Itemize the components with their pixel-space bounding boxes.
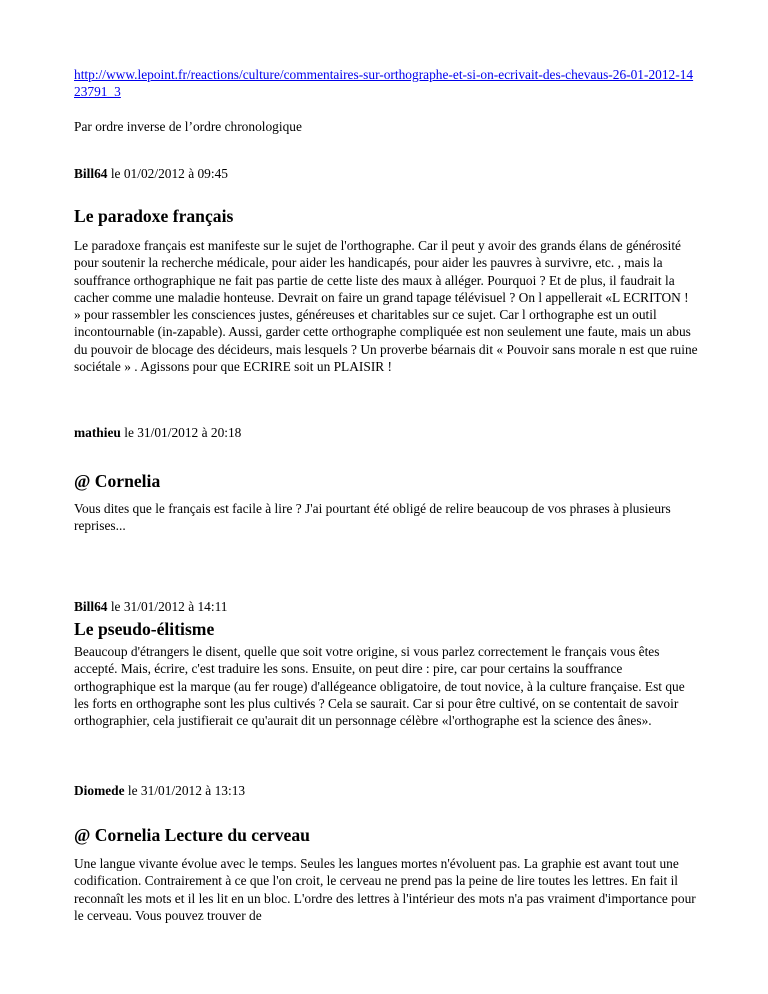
comment-author: Bill64 — [74, 599, 108, 614]
comment-date: le 31/01/2012 à 13:13 — [124, 783, 246, 798]
comment-body: Une langue vivante évolue avec le temps. Seules les langues mortes n'évoluent pas. La graphie est avant tout une codification. Contrairement à ce que l'on croit, le cerveau ne prend pas la peine de lire toutes les lettres. En fait il reconnaît les mots et il les lit en un bloc. L'ordre des lettres à l'intérieur des mots n'a pas vraiment d'importance pour le cerveau. Vous pouvez trouver de — [74, 856, 696, 923]
comment-title: @ Cornelia — [74, 471, 161, 491]
source-link[interactable]: http://www.lepoint.fr/reactions/culture/commentaires-sur-orthographe-et-si-on-ecrivait-des-chevaus-26-01-2012-1423791_3 — [74, 67, 694, 99]
comment-meta — [74, 782, 245, 799]
comment-body: Beaucoup d'étrangers le disent, quelle que soit votre origine, si vous parlez correctement le français vous êtes accepté. Mais, écrire, c'est traduire les sons. Ensuite, on peut dire : pire, car pour certains la souffrance orthographique est la marque (au fer rouge) d'allégeance obligatoire, de tout novice, à la culture française. Est que les forts en orthographe sont les plus cultivés ? Cela se saurait. Car si pour être cultivé, on se contentait de savoir orthographier, cela justifierait ce qu'aurait dit un personnage célèbre «l'orthographe est la science des ânes». — [74, 644, 685, 729]
comment-title: Le paradoxe français — [74, 206, 234, 226]
comment-title: @ Cornelia Lecture du cerveau — [74, 825, 310, 845]
comment-date: le 01/02/2012 à 09:45 — [107, 166, 228, 181]
comment-author: Bill64 — [74, 166, 108, 181]
comment-body: Vous dites que le français est facile à lire ? J'ai pourtant été obligé de relire beaucoup de vos phrases à plusieurs reprises... — [74, 501, 671, 534]
comment-date: le 31/01/2012 à 14:11 — [107, 599, 228, 614]
comment-title: Le pseudo-élitisme — [74, 619, 215, 639]
intro-note: Par ordre inverse de l’ordre chronologique — [74, 119, 302, 134]
comment-meta — [74, 598, 228, 615]
comment-meta — [74, 165, 228, 182]
comment-date: le 31/01/2012 à 20:18 — [120, 425, 242, 440]
comment-author: Diomede — [74, 783, 125, 798]
comment-body: Le paradoxe français est manifeste sur le sujet de l'orthographe. Car il peut y avoir des grands élans de générosité pour soutenir la recherche médicale, pour aider les handicapés, pour aider les pauvres à survivre, etc. , mais la souffrance orthographique ne fait pas partie de cette liste des maux à alléger. Pourquoi ? Et de plus, il faudrait la cacher comme une maladie honteuse. Devrait on faire un grand tapage télévisuel ? On l appellerait «L ECRITON ! » pour rassembler les consciences justes, généreuses et charitables sur ce sujet. Car l orthographe est un outil incontournable (in-zapable). Aussi, garder cette orthographe compliquée est non seulement une faute, mais un abus du pouvoir de blocage des décideurs, mais lesquels ? Un proverbe béarnais dit « Pouvoir sans morale n est que ruine sociétale » . Agissons pour que ECRIRE soit un PLAISIR ! — [74, 238, 698, 375]
comment-meta — [74, 424, 241, 441]
comment-author: mathieu — [74, 425, 121, 440]
